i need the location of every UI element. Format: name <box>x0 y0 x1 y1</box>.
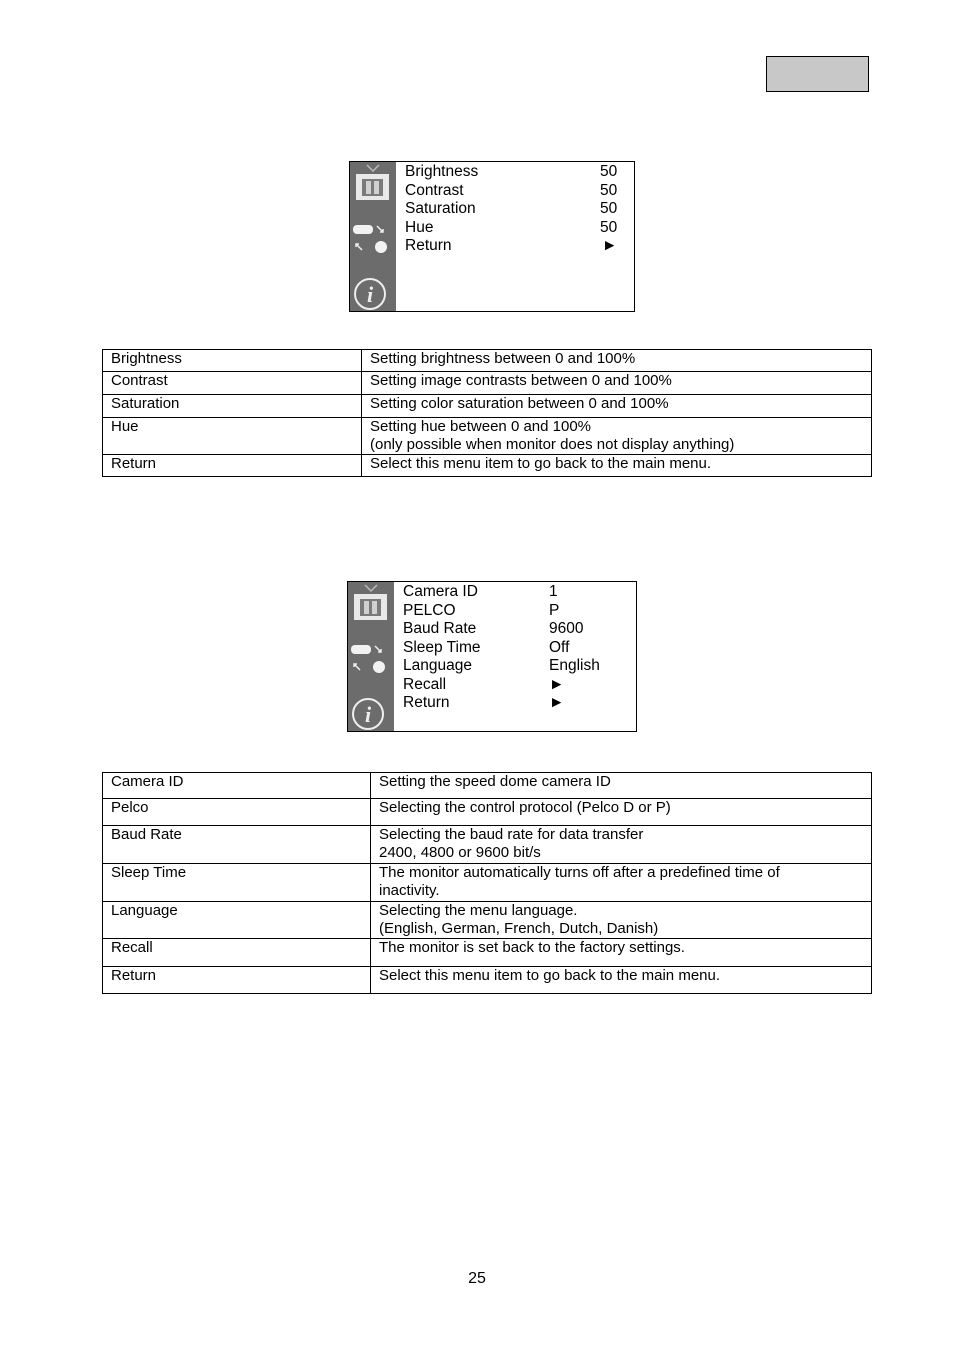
table-cell-item: Hue <box>103 418 362 455</box>
osd-icon-sidebar <box>348 582 394 731</box>
table-cell-desc: The monitor is set back to the factory settings. <box>371 939 872 967</box>
table-cell-desc: The monitor automatically turns off after a predefined time of inactivity. <box>371 864 872 902</box>
osd-item-return[interactable]: Return ► <box>403 694 565 711</box>
svg-text:i: i <box>364 702 372 727</box>
table-row <box>103 395 872 418</box>
table-cell-item: Camera ID <box>103 773 371 799</box>
table-row <box>103 826 872 864</box>
table-cell-item: Brightness <box>103 350 362 372</box>
table-cell-desc: Setting hue between 0 and 100% (only possible when monitor does not display anything) <box>362 418 872 455</box>
osd-item-pelco[interactable]: PELCO P <box>403 601 560 619</box>
table-row <box>103 967 872 994</box>
table-cell-desc: Setting the speed dome camera ID <box>371 773 872 799</box>
system-settings-table <box>102 772 872 994</box>
system-settings-osd-menu <box>347 581 637 732</box>
info-icon <box>355 279 385 309</box>
table-cell-item: Contrast <box>103 372 362 395</box>
table-row <box>103 864 872 902</box>
table-row <box>103 939 872 967</box>
osd-item-recall[interactable]: Recall ► <box>403 675 565 693</box>
arrow-right-icon: ► <box>549 694 565 711</box>
table-cell-item: Saturation <box>103 395 362 418</box>
table-row <box>103 418 872 455</box>
osd-icon-sidebar <box>350 162 396 311</box>
table-cell-item: Sleep Time <box>103 864 371 902</box>
info-icon <box>353 699 383 729</box>
table-row <box>103 902 872 939</box>
table-cell-desc: Selecting the control protocol (Pelco D or P) <box>371 799 872 826</box>
table-cell-item: Baud Rate <box>103 826 371 864</box>
arrow-right-icon: ► <box>549 675 565 693</box>
table-row <box>103 455 872 477</box>
table-cell-item: Language <box>103 902 371 939</box>
table-cell-desc: Selecting the menu language. (English, German, French, Dutch, Danish) <box>371 902 872 939</box>
table-cell-item: Return <box>103 455 362 477</box>
monitor-icon <box>356 165 389 200</box>
osd-item-language[interactable]: Language English <box>403 657 600 674</box>
table-cell-desc: Selecting the baud rate for data transfer 2400, 4800 or 9600 bit/s <box>371 826 872 864</box>
table-row <box>103 773 872 799</box>
osd-item-sleep-time[interactable]: Sleep Time Off <box>403 638 570 656</box>
connection-icon <box>351 645 385 673</box>
table-cell-item: Pelco <box>103 799 371 826</box>
table-row <box>103 372 872 395</box>
page-number: 25 <box>468 1270 486 1287</box>
osd-item-return[interactable]: Return ► <box>405 237 618 254</box>
osd-item-saturation[interactable]: Saturation 50 <box>405 200 618 217</box>
table-row <box>103 799 872 826</box>
table-cell-item: Recall <box>103 939 371 967</box>
image-settings-table <box>102 349 872 477</box>
language-tab-box <box>766 56 869 92</box>
connection-icon <box>353 225 387 253</box>
table-row <box>103 350 872 372</box>
table-cell-desc: Setting image contrasts between 0 and 100% <box>362 372 872 395</box>
osd-item-contrast[interactable]: Contrast 50 <box>405 181 618 199</box>
image-settings-osd-menu <box>349 161 635 312</box>
monitor-icon <box>354 585 387 620</box>
table-cell-desc: Setting color saturation between 0 and 100% <box>362 395 872 418</box>
table-cell-item: Return <box>103 967 371 994</box>
osd-item-baud-rate[interactable]: Baud Rate 9600 <box>403 620 584 637</box>
svg-text:i: i <box>366 282 374 307</box>
table-cell-desc: Select this menu item to go back to the main menu. <box>371 967 872 994</box>
osd-item-camera-id[interactable]: Camera ID 1 <box>403 583 558 600</box>
osd-item-hue[interactable]: Hue 50 <box>405 218 618 236</box>
table-cell-desc: Setting brightness between 0 and 100% <box>362 350 872 372</box>
arrow-right-icon: ► <box>602 237 618 254</box>
table-cell-desc: Select this menu item to go back to the main menu. <box>362 455 872 477</box>
osd-item-brightness[interactable]: Brightness 50 <box>405 163 618 180</box>
